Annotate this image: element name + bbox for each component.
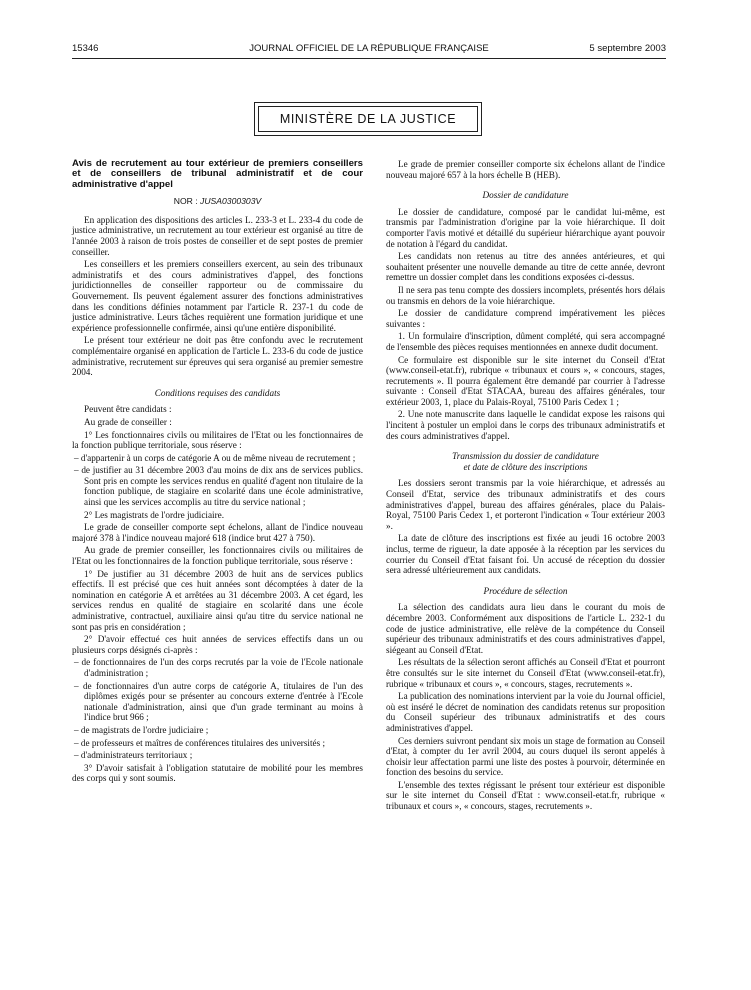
list-item: – de magistrats de l'ordre judiciaire ; (72, 725, 363, 736)
nor-label: NOR : (173, 196, 198, 207)
section-heading: Procédure de sélection (483, 585, 568, 596)
paragraph: 1° De justifier au 31 décembre 2003 de huit ans de services publics effectifs. Il est précisé que ces huit années sont décomptées à dater de la nomination en catégorie A et arrêtées au 31 décembre 2003. A cet égard, les services rendus en qualité de stagiaire en scolarité dans une école administrative, contractuel, auxiliaire ainsi qu'au titre du service national ne sont pas pris en considération ; (72, 568, 363, 632)
paragraph: Le grade de conseiller comporte sept échelons, allant de l'indice nouveau majoré 378 à l'indice nouveau majoré 618 (indice brut 427 à 750). (72, 522, 363, 543)
paragraph: Les dossiers seront transmis par la voie hiérarchique, et adressés au Conseil d'Etat, service des tribunaux administratifs et des cours administratives d'appel, bureau des affaires générales, place du Palais-Royal, 75100 Paris Cedex 1, et porteront l'indication « Tour extérieur 2003 ». (386, 478, 665, 531)
section-heading: Dossier de candidature (482, 190, 569, 201)
paragraph: Le grade de premier conseiller comporte six échelons allant de l'indice nouveau majoré 657 à la hors échelle B (HEB). (386, 159, 665, 180)
list-item: – d'administrateurs territoriaux ; (72, 750, 363, 761)
ministry-box (254, 102, 482, 136)
journal-title: JOURNAL OFFICIEL DE LA RÉPUBLIQUE FRANÇAISE (249, 43, 489, 54)
paragraph: Ce formulaire est disponible sur le site internet du Conseil d'Etat (www.conseil-etat.fr), rubrique « tribunaux et cours », « concours, stages, recrutements ». Il pourra également être demandé par courrier à l'adresse suivante : Conseil d'Etat STACAA, bureau des affaires générales, tour extérieur 2003, 1, place du Palais-Royal, 75100 Paris Cedex 1 ; (386, 354, 665, 407)
list-item: – de professeurs et maîtres de conférences titulaires des universités ; (72, 738, 363, 749)
right-column (386, 159, 665, 814)
paragraph: La publication des nominations intervient par la voie du Journal officiel, où est inséré le décret de nomination des candidats retenus sur proposition du Conseil supérieur des tribunaux administratifs et des cours administratives d'appel. (386, 691, 665, 733)
paragraph: 1° Les fonctionnaires civils ou militaires de l'Etat ou les fonctionnaires de la fonction publique territoriale, sous réserve : (72, 429, 363, 451)
nor-value: JUSA0300303V (200, 196, 262, 207)
ministry-title: MINISTÈRE DE LA JUSTICE (258, 106, 478, 132)
paragraph: Les résultats de la sélection seront affichés au Conseil d'Etat et pourront être consultés sur le site internet du Conseil d'Etat (www.conseil-etat.fr), rubrique « tribunaux et cours », « concours, stages, recrutements ». (386, 657, 665, 689)
header-rule (72, 58, 666, 59)
paragraph: La date de clôture des inscriptions est fixée au jeudi 16 octobre 2003 inclus, terme de rigueur, la date apposée à la réception par les services du courrier du Conseil d'Etat faisant foi. Un accusé de réception du dossier sera adressé ultérieurement aux candidats. (386, 533, 665, 576)
paragraph: Ces derniers suivront pendant six mois un stage de formation au Conseil d'Etat, à compter du 1er avril 2004, au cours duquel ils seront appelés à choisir leur affectation parmi une liste des postes à pourvoir, déterminée en fonction des besoins du service. (386, 735, 665, 778)
issue-date: 5 septembre 2003 (589, 43, 666, 54)
paragraph: Au grade de conseiller : (84, 416, 172, 427)
paragraph: Au grade de premier conseiller, les fonctionnaires civils ou militaires de l'Etat ou les fonctionnaires de la fonction publique territoriale, sous réserve : (72, 545, 363, 567)
left-column (72, 159, 363, 786)
paragraph: 1. Un formulaire d'inscription, dûment complété, qui sera accompagné de l'ensemble des pièces requises mentionnées en annexe dudit document. (386, 331, 665, 352)
paragraph: En application des dispositions des articles L. 233-3 et L. 233-4 du code de justice administrative, un recrutement au tour extérieur est organisé au titre de l'année 2003 à raison de trois postes de conseiller et de sept postes de premier conseiller. (72, 214, 363, 257)
section-heading: Conditions requises des candidats (154, 387, 281, 398)
paragraph: Le dossier de candidature, composé par le candidat lui-même, est transmis par l'administration d'origine par la voie hiérarchique. Il doit comporter l'avis motivé et détaillé du supérieur hiérarchique ayant pouvoir de notation à l'égard du candidat. (386, 206, 665, 249)
paragraph: Le dossier de candidature comprend impérativement les pièces suivantes : (386, 308, 665, 329)
paragraph: Les conseillers et les premiers conseillers exercent, au sein des tribunaux administratifs et des cours administratives d'appel, des fonctions juridictionnelles de conseiller rapporteur ou de commissaire du Gouvernement. Ils peuvent également assurer des fonctions administratives dans les conditions définies notamment par l'article R. 237-1 du code de justice administrative. Leurs tâches requièrent une formation juridique et une expérience professionnelle confirmée, ainsi qu'une entière disponibilité. (72, 259, 363, 333)
paragraph: L'ensemble des textes régissant le présent tour extérieur est disponible sur le site internet du Conseil d'Etat : www.conseil-etat.fr, rubrique « tribunaux et cours », « concours, stages, recrutements ». (386, 779, 665, 812)
paragraph: 3° D'avoir satisfait à l'obligation statutaire de mobilité pour les membres des corps qui y sont soumis. (72, 762, 363, 784)
paragraph: Il ne sera pas tenu compte des dossiers incomplets, présentés hors délais ou transmis en dehors de la voie hiérarchique. (386, 284, 665, 306)
page-number: 15346 (72, 43, 99, 54)
paragraph: Les candidats non retenus au titre des années antérieures, et qui souhaitent présenter une nouvelle demande au titre de cette année, devront remettre un dossier complet dans les conditions exposées ci-dessus. (386, 251, 665, 283)
section-heading-line: et date de clôture des inscriptions (463, 461, 588, 472)
paragraph: La sélection des candidats aura lieu dans le courant du mois de décembre 2003. Conformément aux dispositions de l'article L. 232-1 du code de justice administrative, elle relève de la compétence du Conseil supérieur des tribunaux administratifs et des cours administratives d'appel, siégeant au Conseil d'Etat. (386, 602, 665, 655)
paragraph: 2° D'avoir effectué ces huit années de services effectifs dans un ou plusieurs corps désignés ci-après : (72, 634, 363, 655)
notice-title: Avis de recrutement au tour extérieur de premiers conseillers et de conseillers de tribunal administratif et de cour administrative d'appel (72, 158, 363, 190)
nor-reference (72, 196, 363, 207)
page-header (72, 43, 666, 57)
paragraph: 2° Les magistrats de l'ordre judiciaire. (84, 509, 225, 520)
section-heading (386, 451, 665, 472)
list-item: – de justifier au 31 décembre 2003 d'au moins de dix ans de services publics. Sont pris en compte les services rendus en qualité d'agent non titulaire de la fonction publique, de stagiaire en scolarité dans une école administrative, ainsi que les services accomplis au titre du service national ; (72, 465, 363, 507)
section-heading-line: Transmission du dossier de candidature (452, 451, 599, 462)
paragraph: 2. Une note manuscrite dans laquelle le candidat expose les raisons qui l'incitent à postuler un emploi dans le corps des tribunaux administratifs et des cours administratives d'appel. (386, 409, 665, 441)
list-item: – d'appartenir à un corps de catégorie A ou de même niveau de recrutement ; (72, 453, 363, 464)
paragraph: Peuvent être candidats : (84, 404, 172, 415)
list-item: – de fonctionnaires de l'un des corps recrutés par la voie de l'Ecole nationale d'administration ; (72, 657, 363, 678)
list-item: – de fonctionnaires d'un autre corps de catégorie A, titulaires de l'un des diplômes exigés pour se présenter au concours externe d'entrée à l'Ecole nationale d'administration, ainsi que d'un grade terminant au moins à l'indice brut 966 ; (72, 681, 363, 723)
paragraph: Le présent tour extérieur ne doit pas être confondu avec le recrutement complémentaire organisé en application de l'article L. 233-6 du code de justice administrative, recrutement sur épreuves qui sera organisé au premier semestre 2004. (72, 335, 363, 378)
